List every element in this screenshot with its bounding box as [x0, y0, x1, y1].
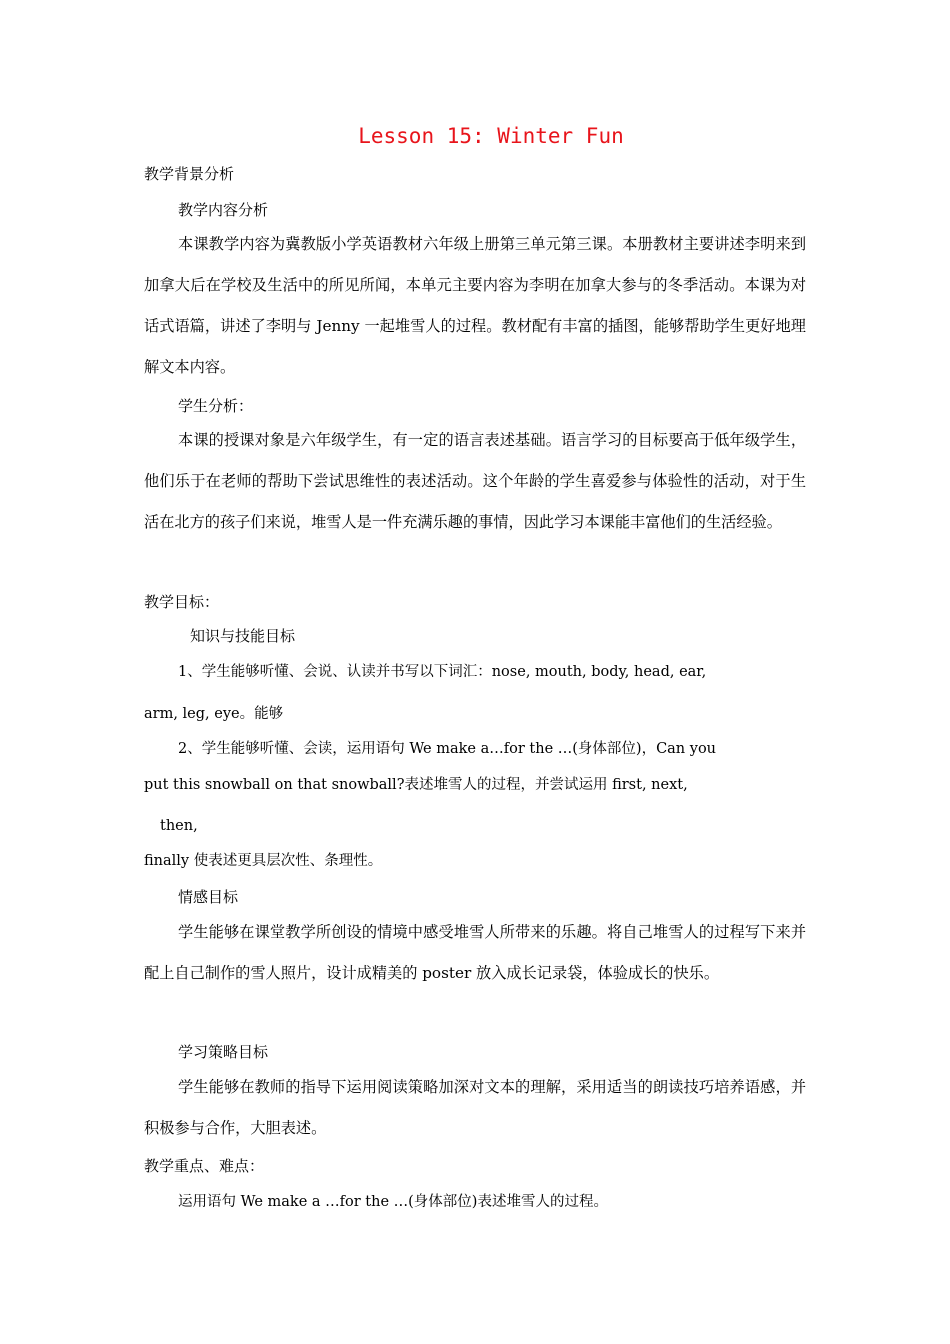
- student-paragraph: 本课的授课对象是六年级学生，有一定的语言表述基础。语言学习的目标要高于低年级学生，他们乐于在老师的帮助下尝试思维性的表述活动。这个年龄的学生喜爱参与体验性的活动，对于生活在北方的孩子们来说，堆雪人是一件充满乐趣的事情，因此学习本课能丰富他们的生活经验。: [144, 431, 806, 531]
- student-heading: 学生分析：: [178, 397, 254, 415]
- content-heading: 教学内容分析: [178, 201, 269, 219]
- emotion-heading: 情感目标: [178, 888, 239, 906]
- strategy-paragraph: 学生能够在教师的指导下运用阅读策略加深对文本的理解，采用适当的朗读技巧培养语感，并积极参与合作，大胆表述。: [144, 1078, 806, 1137]
- background-heading: 教学背景分析: [144, 165, 235, 183]
- goal2-line3: then,: [160, 818, 198, 834]
- knowledge-heading: 知识与技能目标: [190, 627, 296, 645]
- page-title: Lesson 15: Winter Fun: [358, 124, 624, 148]
- goal2-line2: put this snowball on that snowball?表述堆雪人的过程，并尝试运用 first, next,: [144, 777, 688, 793]
- goal1-line1: 1、学生能够听懂、会说、认读并书写以下词汇：nose, mouth, body, head, ear,: [178, 664, 707, 680]
- key-points-line: 运用语句 We make a …for the …(身体部位)表述堆雪人的过程。: [178, 1194, 608, 1210]
- goal2-line1: 2、学生能够听懂、会读，运用语句 We make a…for the …(身体部位)，Can you: [178, 741, 717, 757]
- goal1-line2: arm, leg, eye。能够: [144, 706, 284, 722]
- key-points-heading: 教学重点、难点：: [144, 1157, 265, 1175]
- content-paragraph: 本课教学内容为冀教版小学英语教材六年级上册第三单元第三课。本册教材主要讲述李明来到加拿大后在学校及生活中的所见所闻，本单元主要内容为李明在加拿大参与的冬季活动。本课为对话式语篇，讲述了李明与 Jenny 一起堆雪人的过程。教材配有丰富的插图，能够帮助学生更好地理解文本内容。: [144, 235, 806, 376]
- emotion-paragraph: 学生能够在课堂教学所创设的情境中感受堆雪人所带来的乐趣。将自己堆雪人的过程写下来并配上自己制作的雪人照片，设计成精美的 poster 放入成长记录袋，体验成长的快乐。: [144, 923, 806, 982]
- goals-heading: 教学目标：: [144, 593, 220, 611]
- goal2-line4: finally 使表述更具层次性、条理性。: [144, 853, 383, 869]
- strategy-heading: 学习策略目标: [178, 1043, 269, 1061]
